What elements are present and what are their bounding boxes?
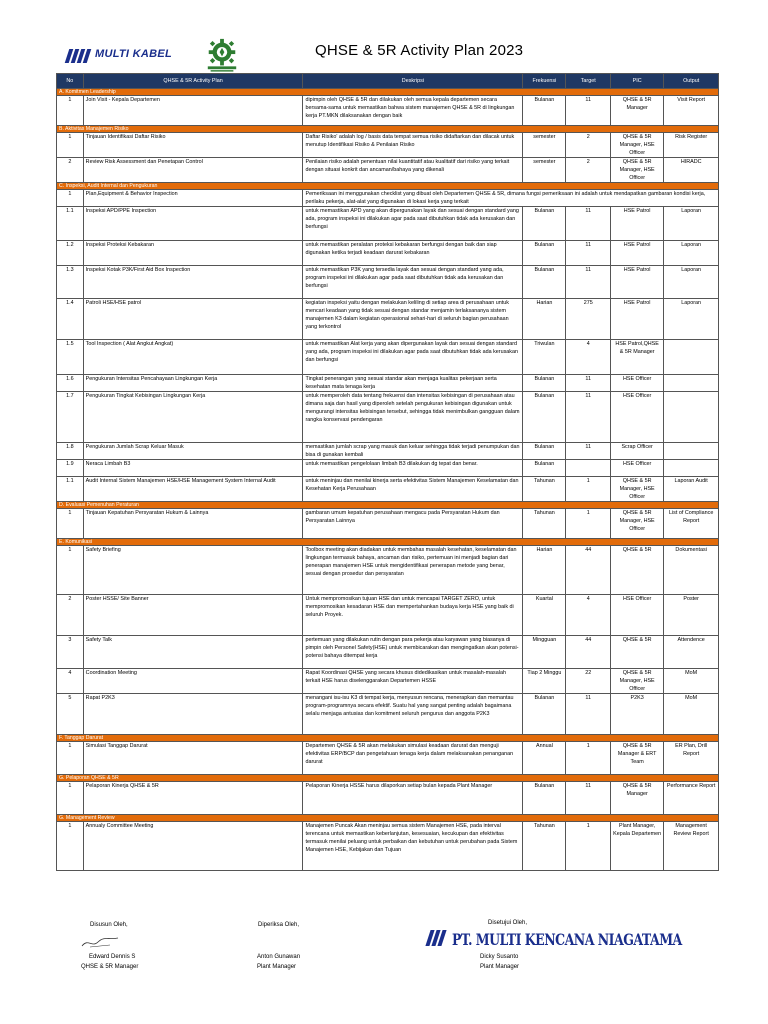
table-row — [57, 299, 719, 340]
row-number: 1 — [57, 96, 84, 126]
activity-description: Pelaporan Kinerja HSSE harus dilaporkan setiap bulan kepada Plant Manager — [303, 782, 523, 815]
activity-description: untuk memastikan P3K yang tersedia layak dan sesuai dengan standard yang ada, program inspeksi ini dilakukan agar pada saat dibutuhkan tidak ada kerusakan dan berfungsi — [303, 266, 523, 299]
row-number: 3 — [57, 636, 84, 669]
output: Performance Report — [664, 782, 719, 815]
pic: HSE Patrol — [610, 207, 663, 241]
target-value: 44 — [566, 546, 610, 595]
frequency: Tiap 2 Minggu — [523, 669, 566, 694]
stamp-logo-icon — [426, 930, 450, 946]
row-number: 1 — [57, 742, 84, 775]
activity-name: Audit Internal Sistem Manajemen HSE/HSE Management System Internal Audit — [83, 477, 303, 502]
table-row — [57, 133, 719, 158]
company-logo-text: MULTI KABEL — [95, 48, 173, 60]
activity-description: memastikan jumlah scrap yang masuk dan keluar sehingga tidak terjadi penumpukan dan bisa di gunakan kembali — [303, 443, 523, 460]
activity-name: Inspeksi APD/PPE Inspection — [83, 207, 303, 241]
activity-name: Plan,Equipment & Behavior Inspection — [83, 190, 303, 207]
activity-description: Daftar Risiko' adalah log / basis data tempat semua risiko didaftarkan dan dilacak untuk menutup Identifikasi Risiko & Penilaian Risiko — [303, 133, 523, 158]
frequency: Bulanan — [523, 694, 566, 735]
table-row — [57, 595, 719, 636]
output — [664, 443, 719, 460]
approved-by-name: Dicky Susanto — [480, 954, 519, 960]
table-row — [57, 96, 719, 126]
activity-name: Pengukuran Intensitas Pencahayaan Lingkungan Kerja — [83, 375, 303, 392]
target-value: 4 — [566, 595, 610, 636]
k3-gear-logo-icon — [203, 37, 241, 73]
pic: QHSE & 5R Manager — [610, 96, 663, 126]
frequency: semester — [523, 133, 566, 158]
table-row — [57, 460, 719, 477]
output: Attendence — [664, 636, 719, 669]
table-row — [57, 241, 719, 266]
output: Dokumentasi — [664, 546, 719, 595]
section-header — [57, 183, 719, 190]
pic: QHSE & 5R — [610, 636, 663, 669]
row-number: 1.5 — [57, 340, 84, 375]
prepared-by-label: Disusun Oleh, — [90, 922, 128, 928]
column-header-description: Deskripsi — [303, 74, 523, 89]
target-value: 1 — [566, 822, 610, 871]
pic: Scrap Officer — [610, 443, 663, 460]
table-row — [57, 636, 719, 669]
prepared-by-role: QHSE & 5R Manager — [81, 964, 139, 970]
frequency: Mingguan — [523, 636, 566, 669]
table-row — [57, 742, 719, 775]
row-number: 1.8 — [57, 443, 84, 460]
section-title: E. Komunikasi — [57, 539, 719, 546]
table-row — [57, 509, 719, 539]
output: Laporan — [664, 266, 719, 299]
activity-name: Tool Inspection ( Alat Angkut Angkat) — [83, 340, 303, 375]
pic: HSE Patrol — [610, 266, 663, 299]
target-value: 11 — [566, 392, 610, 443]
pic: QHSE & 5R Manager, HSE Officer — [610, 669, 663, 694]
activity-description: menangani isu-isu K3 di tempat kerja, menyusun rencana, menerapkan dan memantau program-programnya secara efektif. Suatu hal yang sangat penting adalah bagaimana selalu menjaga antusias dan komitment seluruh pengurus dan anggota P2K3 — [303, 694, 523, 735]
table-row — [57, 443, 719, 460]
output: ER Plan, Drill Report — [664, 742, 719, 775]
activity-description: Departemen QHSE & 5R akan melakukan simulasi keadaan darurat dan menguji efektivitas ERP/BCP dan pengetahuan tenaga kerja dalam melaksanakan penanganan darurat — [303, 742, 523, 775]
pic: QHSE & 5R Manager — [610, 782, 663, 815]
activity-description: untuk memastikan Alat kerja yang akan dipergunakan layak dan sesuai dengan standard yang ada, program inspeksi ini dilakukan agar pada saat dibutuhkan tidak ada kerusakan dan berfungsi — [303, 340, 523, 375]
table-row — [57, 375, 719, 392]
row-number: 4 — [57, 669, 84, 694]
target-value: 11 — [566, 266, 610, 299]
section-header — [57, 735, 719, 742]
frequency: Harian — [523, 299, 566, 340]
pic: QHSE & 5R Manager, HSE Officer — [610, 158, 663, 183]
row-number: 1.2 — [57, 241, 84, 266]
output: HIRADC — [664, 158, 719, 183]
activity-name: Neraca Limbah B3 — [83, 460, 303, 477]
row-number: 1 — [57, 782, 84, 815]
frequency: semester — [523, 158, 566, 183]
row-number: 1 — [57, 546, 84, 595]
activity-name: Review Risk Assessment dan Penetapan Control — [83, 158, 303, 183]
target-value: 11 — [566, 207, 610, 241]
output: Management Review Report — [664, 822, 719, 871]
section-title: D. Evaluasi Pemenuhan Peraturan — [57, 502, 719, 509]
row-number: 1 — [57, 509, 84, 539]
pic: HSE Patrol — [610, 241, 663, 266]
output: MoM — [664, 669, 719, 694]
activity-description: Penilaian risiko adalah penentuan nilai kuantitatif atau kualitatif dari risiko yang terkait dengan situasi konkrit dan ancaman/bahaya yang dikenali — [303, 158, 523, 183]
activity-name: Rapat P2K3 — [83, 694, 303, 735]
frequency: Bulanan — [523, 392, 566, 443]
activity-name: Tinjauan Identifikasi Daftar Risiko — [83, 133, 303, 158]
row-number: 1.1 — [57, 207, 84, 241]
prepared-signature-icon — [80, 934, 120, 950]
row-number: 2 — [57, 158, 84, 183]
table-row — [57, 190, 719, 207]
page-title: QHSE & 5R Activity Plan 2023 — [315, 42, 524, 59]
column-header-frequency: Frekuensi — [523, 74, 566, 89]
activity-description: untuk memastikan pengelolaan limbah B3 dilakukan dg tepat dan benar. — [303, 460, 523, 477]
row-number: 1.6 — [57, 375, 84, 392]
activity-plan-table — [56, 73, 719, 871]
row-number: 1.3 — [57, 266, 84, 299]
output: Laporan — [664, 299, 719, 340]
section-title: F. Tanggap Darurat — [57, 735, 719, 742]
section-title: G. Management Review — [57, 815, 719, 822]
section-title: C. Inspeksi, Audit Internal dan Pengukuran — [57, 183, 719, 190]
activity-name: Tinjauan Kepatuhan Persyaratan Hukum & Lainnya — [83, 509, 303, 539]
activity-name: Inspeksi Proteksi Kebakaran — [83, 241, 303, 266]
pic: HSE Patrol — [610, 299, 663, 340]
column-header-activity: QHSE & 5R Activity Plan — [83, 74, 303, 89]
column-header-pic: PIC — [610, 74, 663, 89]
table-header-row — [57, 74, 719, 89]
table-body — [57, 89, 719, 871]
table-row — [57, 158, 719, 183]
checked-by-label: Diperiksa Oleh, — [258, 922, 300, 928]
frequency: Bulanan — [523, 443, 566, 460]
checked-by-name: Anton Gunawan — [257, 954, 301, 960]
activity-description: untuk memperoleh data tentang frekuensi dan intensitas kebisingan di perusahaan atau dimana saja dan hasil yang diperoleh setelah pengukuran kebisingan digunakan untuk mengurangi intensitas kebisingan tersebut, sehingga tidak menimbulkan gangguan dalam rangka konservasi pendengaran — [303, 392, 523, 443]
target-value: 11 — [566, 694, 610, 735]
frequency: Tahunan — [523, 822, 566, 871]
company-stamp — [426, 924, 682, 954]
column-header-no: No — [57, 74, 84, 89]
row-number: 1.1 — [57, 477, 84, 502]
target-value: 4 — [566, 340, 610, 375]
frequency: Tahunan — [523, 477, 566, 502]
pic: HSE Officer — [610, 375, 663, 392]
pic: HSE Officer — [610, 460, 663, 477]
column-header-target: Target — [566, 74, 610, 89]
section-header — [57, 502, 719, 509]
output: Laporan — [664, 241, 719, 266]
table-row — [57, 669, 719, 694]
row-number: 1.9 — [57, 460, 84, 477]
activity-description: Manajemen Puncak Akan meninjau semua sistem Manajemen HSE, pada interval terencana untuk memastikan keberlanjutan, kesesuaian, kecukupan dan efektivitas termasuk menilai peluang untuk perbaikan dan kebutuhan untuk perubahan pada Sistem Manajemen HSE, Kebijakan dan Tujuan — [303, 822, 523, 871]
target-value: 2 — [566, 133, 610, 158]
activity-name: Patroli HSE/HSE patrol — [83, 299, 303, 340]
activity-description: untuk meninjau dan menilai kinerja serta efektivitas Sistem Manajemen Keselamatan dan Kesehatan Kerja Perusahaan — [303, 477, 523, 502]
multi-kabel-logo — [65, 48, 175, 64]
activity-description: kegiatan inspeksi yaitu dengan melakukan keliling di setiap area di perusahaan untuk mencari keadaan yang tidak sesuai dengan standar menjamin terlaksananya sistem manajemen K3 dalam kegiatan operasional sehari-hari di seluruh bagian perusahaan yang terkontrol — [303, 299, 523, 340]
output: Visit Report — [664, 96, 719, 126]
pic: QHSE & 5R — [610, 546, 663, 595]
target-value — [566, 460, 610, 477]
output — [664, 392, 719, 443]
activity-description: Tingkat penerangan yang sesuai standar akan menjaga kualitas pekerjaan serta kesehatan mata tenaga kerja — [303, 375, 523, 392]
frequency: Bulanan — [523, 241, 566, 266]
pic: QHSE & 5R Manager & ERT Team — [610, 742, 663, 775]
activity-name: Pelaporan Kinerja QHSE & 5R — [83, 782, 303, 815]
target-value: 22 — [566, 669, 610, 694]
output — [664, 340, 719, 375]
pic: HSE Patrol,QHSE & 5R Manager — [610, 340, 663, 375]
frequency: Kuartal — [523, 595, 566, 636]
row-number: 5 — [57, 694, 84, 735]
activity-name: Safety Briefing — [83, 546, 303, 595]
pic: QHSE & 5R Manager, HSE Officer — [610, 509, 663, 539]
stamp-text: PT. MULTI KENCANA NIAGATAMA — [452, 930, 682, 949]
activity-description: untuk memastikan APD yang akan dipergunakan layak dan sesuai dengan standard yang ada, program inspeksi ini dilakukan agar pada saat dibutuhkan tidak ada kerusakan dan berfungsi — [303, 207, 523, 241]
row-number: 1 — [57, 133, 84, 158]
target-value: 11 — [566, 375, 610, 392]
frequency: Bulanan — [523, 460, 566, 477]
column-header-output: Output — [664, 74, 719, 89]
output — [664, 460, 719, 477]
target-value: 275 — [566, 299, 610, 340]
section-title: G. Pelaporan QHSE & 5R — [57, 775, 719, 782]
frequency: Annual — [523, 742, 566, 775]
pic: QHSE & 5R Manager, HSE Officer — [610, 133, 663, 158]
activity-name: Pengukuran Jumlah Scrap Keluar Masuk — [83, 443, 303, 460]
target-value: 2 — [566, 158, 610, 183]
frequency: Bulanan — [523, 375, 566, 392]
target-value: 11 — [566, 241, 610, 266]
row-number: 1.7 — [57, 392, 84, 443]
pic: Plant Manager, Kepala Departemen — [610, 822, 663, 871]
activity-description: untuk memastikan peralatan proteksi kebakaran berfungsi dengan baik dan siap digunakan ketika terjadi keadaan darurat kebakaran — [303, 241, 523, 266]
prepared-by-name: Edward Dennis S — [89, 954, 136, 960]
table-row — [57, 266, 719, 299]
activity-description: Untuk mempromosikan tujuan HSE dan untuk mencapai TARGET ZERO, untuk mempromosikan kesadaran HSE dan mempertahankan budaya kerja HSE yang baik di seluruh Proyek. — [303, 595, 523, 636]
pic: P2K3 — [610, 694, 663, 735]
multi-kabel-logo-icon — [65, 49, 93, 63]
activity-name: Safety Talk — [83, 636, 303, 669]
target-value: 11 — [566, 782, 610, 815]
activity-description: dipimpin oleh QHSE & 5R dan dilakukan oleh semua kepala departemen secara bersama-sama untuk memastikan bahwa sistem manajemen QHSE & 5R di lingkungan kerja PT.MKN dilaksanakan dengan baik — [303, 96, 523, 126]
row-number: 1.4 — [57, 299, 84, 340]
approved-by-role: Plant Manager — [480, 964, 520, 970]
table-row — [57, 340, 719, 375]
output — [664, 375, 719, 392]
table-row — [57, 392, 719, 443]
output: List of Compliance Report — [664, 509, 719, 539]
output: MoM — [664, 694, 719, 735]
activity-name: Annualy Committee Meeting — [83, 822, 303, 871]
output: Risk Register — [664, 133, 719, 158]
row-number: 1 — [57, 822, 84, 871]
target-value: 1 — [566, 742, 610, 775]
approved-by-label: Disetujui Oleh, — [488, 920, 528, 926]
activity-description: Pemeriksaan ini menggunakan checklist yang dibuat oleh Departemen QHSE & 5R, dimana fungsi pemeriksaan ini adalah untuk mendapatkan gambaran kondisi kerja, perilaku pekerja, alat-alat yang digunakan di lokasi kerja yang terkait — [303, 190, 719, 207]
activity-name: Coordination Meeting — [83, 669, 303, 694]
target-value: 11 — [566, 443, 610, 460]
frequency: Harian — [523, 546, 566, 595]
pic: HSE Officer — [610, 595, 663, 636]
frequency: Tahunan — [523, 509, 566, 539]
target-value: 1 — [566, 509, 610, 539]
section-header — [57, 89, 719, 96]
activity-name: Poster HSSE/ Site Banner — [83, 595, 303, 636]
frequency: Bulanan — [523, 266, 566, 299]
row-number: 2 — [57, 595, 84, 636]
target-value: 1 — [566, 477, 610, 502]
output: Laporan Audit — [664, 477, 719, 502]
table-row — [57, 207, 719, 241]
target-value: 44 — [566, 636, 610, 669]
activity-description: Toolbox meeting akan diadakan untuk membahas masalah kesehatan, keselamatan dan lingkungan termasuk bahaya, ancaman dan risiko, pertemuan ini menjadi bagian dari penerapan manajemen HSE untuk mengidentifikasi penerapan metode yang benar, sesuai dengan prosedur dan persyaratan — [303, 546, 523, 595]
checked-by-role: Plant Manager — [257, 964, 297, 970]
activity-name: Simulasi Tanggap Darurat — [83, 742, 303, 775]
activity-name: Join Visit - Kepala Departemen — [83, 96, 303, 126]
row-number: 1 — [57, 190, 84, 207]
table-row — [57, 546, 719, 595]
pic: QHSE & 5R Manager, HSE Officer — [610, 477, 663, 502]
table-row — [57, 782, 719, 815]
table-row — [57, 822, 719, 871]
activity-description: gambaran umum kepatuhan perusahaan mengacu pada Persyaratan Hukum dan Persyaratan Lainnya — [303, 509, 523, 539]
frequency: Bulanan — [523, 207, 566, 241]
table-row — [57, 694, 719, 735]
section-header — [57, 539, 719, 546]
frequency: Bulanan — [523, 782, 566, 815]
section-header — [57, 126, 719, 133]
frequency: Bulanan — [523, 96, 566, 126]
section-header — [57, 775, 719, 782]
activity-description: Rapat Koordinasi QHSE yang secara khusus didedikasikan untuk masalah-masalah terkait HSE harus diselenggarakan Departemen HSSE — [303, 669, 523, 694]
section-header — [57, 815, 719, 822]
section-title: A. Komitmen Leadership — [57, 89, 719, 96]
output: Laporan — [664, 207, 719, 241]
activity-name: Inspeksi Kotak P3K/First Aid Box Inspection — [83, 266, 303, 299]
output: Poster — [664, 595, 719, 636]
activity-description: pertemuan yang dilakukan rutin dengan para pekerja atau karyawan yang biasanya di pimpin oleh Personel Safety(HSE) untuk membicarakan dan mengingatkan akan potensi-potensi bahaya ditempat kerja — [303, 636, 523, 669]
table-row — [57, 477, 719, 502]
target-value: 11 — [566, 96, 610, 126]
frequency: Triwulan — [523, 340, 566, 375]
section-title: B. Aktivitas Manajemen Risiko — [57, 126, 719, 133]
pic: HSE Officer — [610, 392, 663, 443]
activity-name: Pengukuran Tingkat Kebisingan Lingkungan Kerja — [83, 392, 303, 443]
